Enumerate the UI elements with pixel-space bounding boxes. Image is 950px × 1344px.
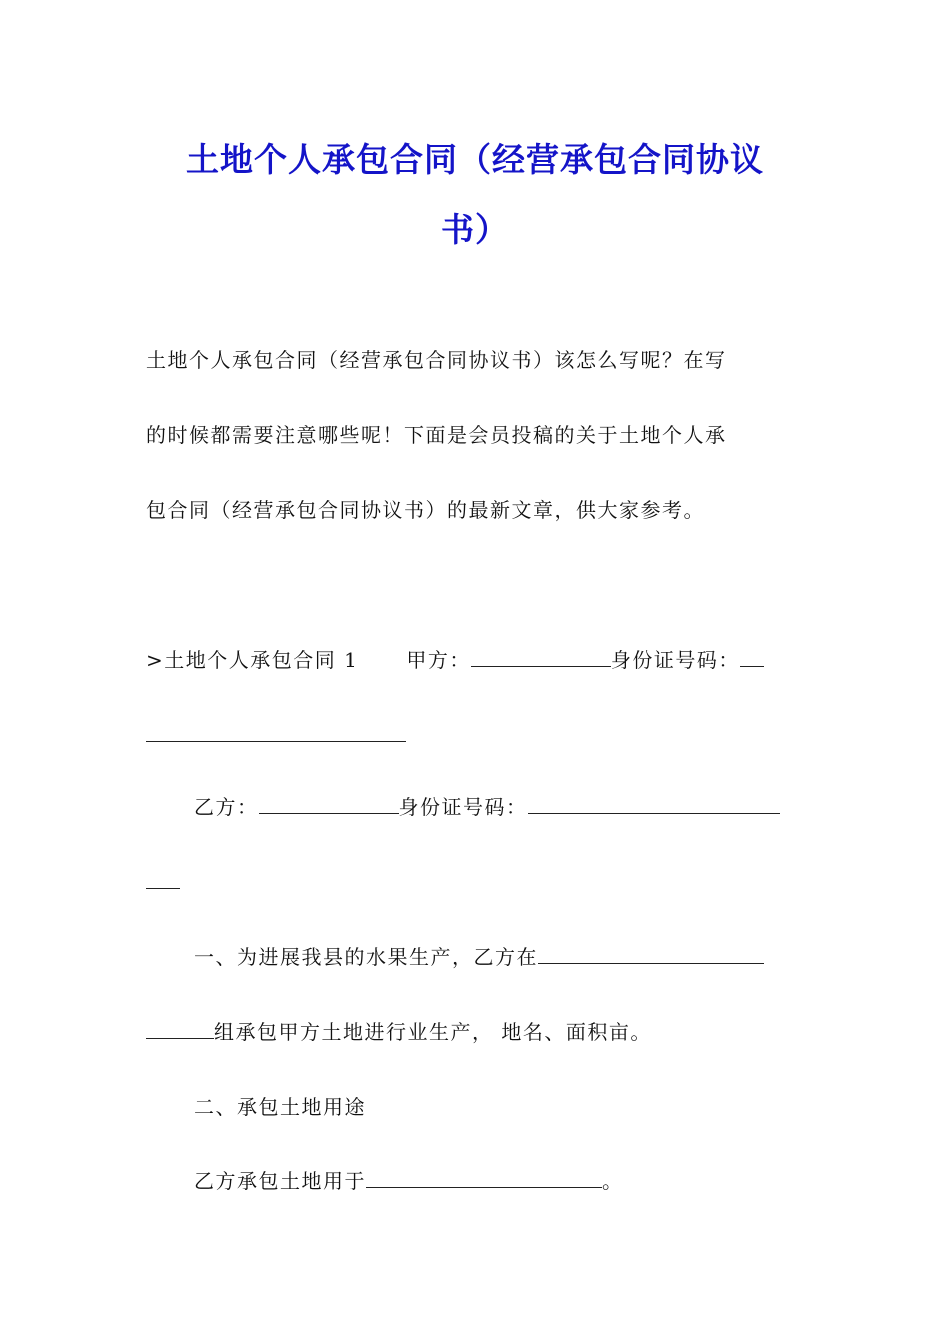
clause-1-row-cont	[146, 1019, 652, 1045]
party-b-row	[194, 794, 780, 820]
intro-paragraph-line3: 包合同（经营承包合同协议书）的最新文章，供大家参考。	[146, 498, 705, 522]
clause-2-heading: 二、承包土地用途	[194, 1095, 366, 1119]
party-a-row	[146, 647, 764, 673]
party-a-id-blank-cont[interactable]	[146, 723, 406, 742]
document-title-line1: 土地个人承包合同（经营承包合同协议	[186, 140, 764, 179]
party-b-id-blank-start[interactable]	[528, 795, 780, 814]
clause-2-period: 。	[602, 1169, 624, 1193]
intro-paragraph-line2: 的时候都需要注意哪些呢！下面是会员投稿的关于土地个人承	[146, 423, 727, 447]
party-b-id-row-cont	[146, 869, 180, 895]
party-a-id-row-cont	[146, 722, 406, 748]
party-b-label: 乙方：	[194, 795, 259, 819]
clause-1-text: 一、为进展我县的水果生产，乙方在	[194, 945, 538, 969]
clause-1-continuation: 组承包甲方土地进行业生产， 地名、面积亩。	[214, 1020, 652, 1044]
contract-heading: >土地个人承包合同 1	[146, 648, 359, 672]
document-title-line2: 书）	[441, 210, 509, 249]
party-a-id-blank-start[interactable]	[740, 648, 764, 667]
party-a-name-blank[interactable]	[471, 648, 611, 667]
clause-1-row	[194, 944, 764, 970]
party-b-id-blank-cont[interactable]	[146, 870, 180, 889]
clause-1-group-blank[interactable]	[146, 1020, 214, 1039]
party-b-name-blank[interactable]	[259, 795, 399, 814]
party-b-id-label: 身份证号码：	[398, 795, 528, 819]
party-a-label: 甲方：	[406, 648, 471, 672]
land-use-blank[interactable]	[366, 1169, 602, 1188]
party-a-id-label: 身份证号码：	[610, 648, 740, 672]
clause-1-location-blank[interactable]	[538, 945, 764, 964]
clause-2-row	[194, 1168, 624, 1194]
intro-paragraph-line1: 土地个人承包合同（经营承包合同协议书）该怎么写呢？在写	[146, 348, 727, 372]
clause-2-text: 乙方承包土地用于	[194, 1169, 366, 1193]
